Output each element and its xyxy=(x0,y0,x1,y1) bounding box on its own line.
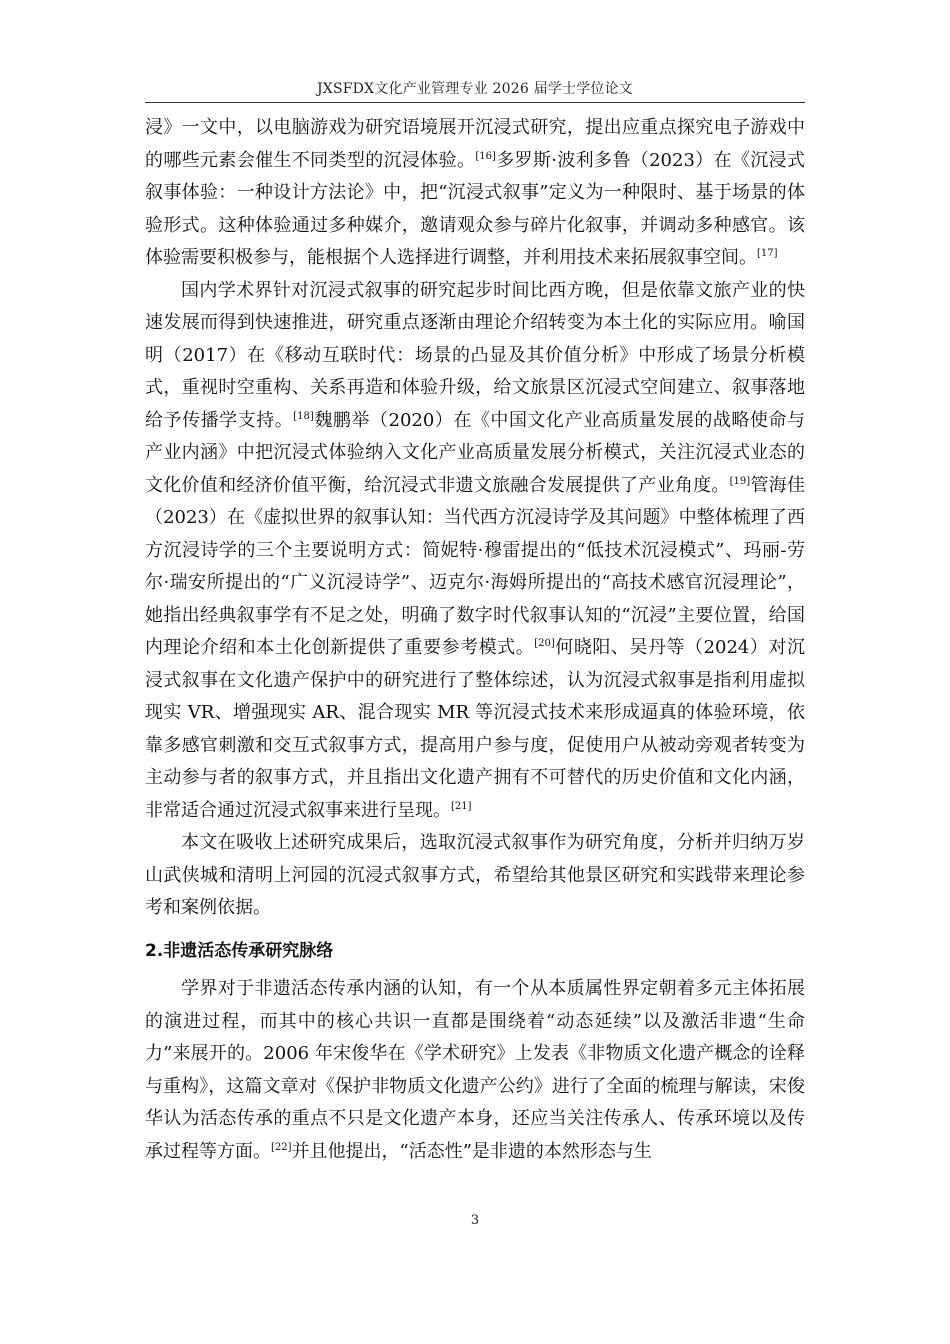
page-number: 3 xyxy=(470,1213,480,1228)
section-heading: 2.非遗活态传承研究脉络 xyxy=(145,940,334,961)
paragraph xyxy=(145,973,805,1168)
paragraph xyxy=(145,112,805,275)
header-rule xyxy=(145,102,805,103)
citation-mark: [20] xyxy=(534,638,555,649)
text-run: 学界对于非遗活态传承内涵的认知，有一个从本质属性界定朝着多元主体拓展的演进过程，而其中的核心共识一直都是围绕着“动态延续”以及激活非遗“生命力”来展开的。2006 年宋俊华在《学术研究》上发表《非物质文化遗产概念的诠释与重构》，这篇文章对《保护非物质文化遗产公约》进行了全面的梳理与解读，宋俊华认为活态传承的重点不只是文化遗产本身，还应当关注传承人、传承环境以及传承过程等方面。 xyxy=(145,978,805,1162)
citation-mark: [19] xyxy=(729,475,751,487)
text-run: 何晓阳、吴丹等（2024）对沉浸式叙事在文化遗产保护中的研究进行了整体综述，认为沉浸式叙事是指利用虚拟现实 VR、增强现实 AR、混合现实 MR 等沉浸式技术来形成逼真的体验环境，依靠多感官刺激和交互式叙事方式，提高用户参与度，促使用户从被动旁观者转变为主动参与者的叙事方式，并且指出文化遗产拥有不可替代的历史价值和文化内涵，非常适合通过沉浸式叙事来进行呈现。 xyxy=(145,637,805,821)
text-run: 管海佳（2023）在《虚拟世界的叙事认知：当代西方沉浸诗学及其问题》中整体梳理了西方沉浸诗学的三个主要说明方式：简妮特·穆雷提出的“低技术沉浸模式”、玛丽-劳尔·瑞安所提出的“广义沉浸诗学”、迈克尔·海姆所提出的“高技术感官沉浸理论”，她指出经典叙事学有不足之处，明确了数字时代叙事认知的“沉浸”主要位置，给国内理论介绍和本土化创新提供了重要参考模式。 xyxy=(145,474,805,658)
text-run: 并且他提出，“活态性”是非遗的本然形态与生 xyxy=(291,1140,652,1162)
running-header: JXSFDX文化产业管理专业 2026 届学士学位论文 xyxy=(316,81,633,97)
body-part-2 xyxy=(145,973,805,1168)
citation-mark: [17] xyxy=(757,248,778,259)
citation-mark: [18] xyxy=(293,410,314,422)
citation-mark: [16] xyxy=(475,150,496,162)
citation-mark: [22] xyxy=(271,1141,292,1153)
text-run: 魏鹏举（2020）在《中国文化产业高质量发展的战略使命与产业内涵》中把沉浸式体验纳入文化产业高质量发展分析模式，关注沉浸式业态的文化价值和经济价值平衡，给沉浸式非遗文旅融合发展提供了产业角度。 xyxy=(145,409,805,496)
body-text xyxy=(145,112,805,1168)
text-run: 多罗斯·波利多鲁（2023）在《沉浸式叙事体验：一种设计方法论》中，把“沉浸式叙事”定义为一种限时、基于场景的体验形式。这种体验通过多种媒介，邀请观众参与碎片化叙事，并调动多种感官。该体验需要积极参与，能根据个人选择进行调整，并利用技术来拓展叙事空间。 xyxy=(145,149,806,268)
citation-mark: [21] xyxy=(451,800,472,812)
paragraph xyxy=(145,275,805,828)
paragraph xyxy=(145,827,805,925)
text-run: 本文在吸收上述研究成果后，选取沉浸式叙事作为研究角度，分析并归纳万岁山武侠城和清明上河园的沉浸式叙事方式，希望给其他景区研究和实践带来理论参考和案例依据。 xyxy=(145,832,805,918)
text-run: 国内学术界针对沉浸式叙事的研究起步时间比西方晚，但是依靠文旅产业的快速发展而得到快速推进，研究重点逐渐由理论介绍转变为本土化的实际应用。喻国明（2017）在《移动互联时代：场景的凸显及其价值分析》中形成了场景分析模式，重视时空重构、关系再造和体验升级，给文旅景区沉浸式空间建立、叙事落地给予传播学支持。 xyxy=(145,279,805,431)
text-run: 浸》一文中，以电脑游戏为研究语境展开沉浸式研究，提出应重点探究电子游戏中的哪些元素会催生不同类型的沉浸体验。 xyxy=(145,117,805,171)
body-part-1 xyxy=(145,112,805,925)
